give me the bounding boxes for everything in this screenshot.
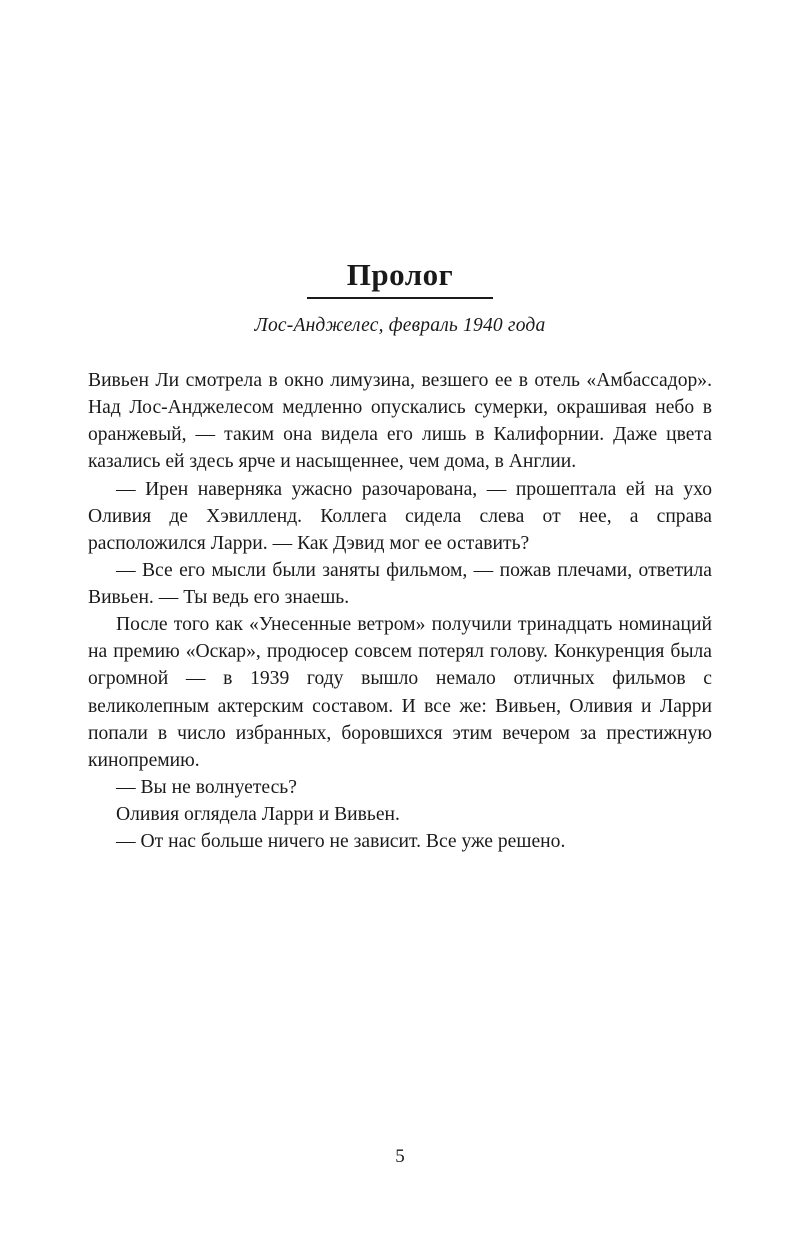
- chapter-title: Пролог: [346, 257, 454, 292]
- paragraph: — Ирен наверняка ужасно разочарована, — прошептала ей на ухо Оливия де Хэвилленд. Коллега сидела слева от нее, а справа расположился Ларри. — Как Дэвид мог ее оставить?: [88, 478, 712, 554]
- paragraph: Оливия оглядела Ларри и Вивьен.: [116, 804, 400, 826]
- book-page: [0, 258, 800, 1258]
- paragraph: После того как «Унесенные ветром» получили тринадцать номинаций на премию «Оскар», продюсер совсем потерял голову. Конкуренция была огромной — в 1939 году вышло немало отличных фильмов с великолепным актерским составом. И все же: Вивьен, Оливия и Ларри попали в число избранных, боровшихся этим вечером за престижную кинопремию.: [88, 614, 712, 771]
- chapter-header: [88, 258, 712, 299]
- paragraph: Вивьен Ли смотрела в окно лимузина, везшего ее в отель «Амбассадор». Над Лос-Анджелесом медленно опускались сумерки, окрашивая небо в оранжевый, — таким она видела его лишь в Калифорнии. Даже цвета казались ей здесь ярче и насыщеннее, чем дома, в Англии.: [88, 370, 712, 473]
- title-rule: [307, 297, 493, 299]
- paragraph: — Все его мысли были заняты фильмом, — пожав плечами, ответила Вивьен. — Ты ведь его знаешь.: [88, 559, 712, 609]
- page-number: 5: [395, 1146, 405, 1167]
- paragraph: — Вы не волнуетесь?: [116, 776, 297, 798]
- chapter-subtitle: Лос-Анджелес, февраль 1940 года: [254, 315, 546, 337]
- paragraph: — От нас больше ничего не зависит. Все уже решено.: [116, 831, 566, 853]
- body-text: [88, 367, 712, 855]
